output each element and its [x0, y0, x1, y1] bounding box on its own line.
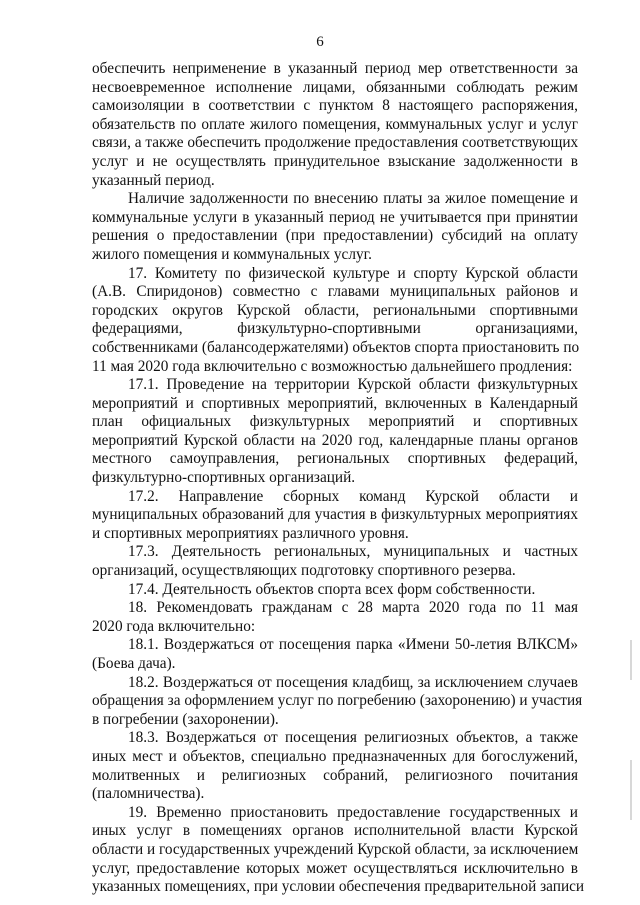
text-line: молитвенных и религиозных собраний, религиозного почитания: [92, 766, 578, 784]
paragraph: [92, 673, 583, 730]
text-line: решения о предоставлении (при предоставлении) субсидий на оплату: [92, 227, 578, 245]
text-line: услуг, предоставление которых может осуществляться исключительно в: [92, 859, 578, 877]
paragraph: [92, 376, 578, 488]
text-line: 17.3. Деятельность региональных, муниципальных и частных: [128, 543, 578, 561]
scan-artifact: [630, 760, 632, 820]
text-line: жилого помещения и коммунальных услуг.: [92, 245, 372, 263]
text-line: Наличие задолженности по внесению платы за жилое помещение и: [128, 190, 578, 208]
paragraph: [92, 543, 578, 580]
text-line: 17. Комитету по физической культуре и спорту Курской области: [128, 264, 578, 282]
paragraph: [92, 60, 578, 190]
text-line: 18.2. Воздержаться от посещения кладбищ, за исключением случаев: [128, 673, 578, 691]
paragraph: [92, 190, 578, 264]
text-line: план официальных физкультурных мероприятий и спортивных: [92, 413, 578, 431]
text-line: коммунальные услуги в указанный период не учитывается при принятии: [92, 208, 578, 226]
text-line: мероприятий и спортивных мероприятий, включенных в Календарный: [92, 394, 578, 412]
text-line: 11 мая 2020 года включительно с возможностью дальнейшего продления:: [92, 357, 573, 375]
text-line: собственниками (балансодержателями) объектов спорта приостановить по: [92, 338, 580, 356]
paragraph: [92, 636, 578, 673]
page-number: 6: [316, 34, 324, 50]
text-line: обеспечить неприменение в указанный период мер ответственности за: [92, 60, 578, 77]
text-line: 18.3. Воздержаться от посещения религиозных объектов, а также: [128, 729, 578, 747]
text-line: несвоевременное исполнение лицами, обязанными соблюдать режим: [92, 78, 578, 96]
text-line: муниципальных образований для участия в физкультурных мероприятиях: [92, 506, 578, 524]
text-line: обращения за оформлением услуг по погребению (захоронению) и участия: [92, 692, 583, 710]
text-line: самоизоляции в соответствии с пунктом 8 настоящего распоряжения,: [92, 97, 578, 115]
paragraph: [92, 599, 578, 636]
text-line: 18. Рекомендовать гражданам с 28 марта 2020 года по 11 мая: [128, 599, 578, 617]
text-line: мероприятий Курской области на 2020 год, календарные планы органов: [92, 431, 578, 449]
text-line: городских округов Курской области, региональными спортивными: [92, 301, 578, 319]
text-line: организаций, осуществляющих подготовку спортивного резерва.: [92, 562, 516, 580]
text-line: местного самоуправления, региональных спортивных федераций,: [92, 450, 578, 468]
text-line: области и государственных учреждений Курской области, за исключением: [92, 840, 579, 858]
text-line: 2020 года включительно:: [92, 617, 256, 635]
paragraph: [92, 265, 578, 377]
text-line: федерациями, физкультурно-спортивными организациями,: [92, 320, 578, 338]
text-line: и спортивных мероприятиях различного уровня.: [92, 524, 409, 542]
paragraph: [92, 581, 578, 600]
document-body: [92, 60, 585, 897]
text-line: (А.В. Спиридонов) совместно с главами муниципальных районов и: [92, 283, 578, 301]
text-line: обязательств по оплате жилого помещения, коммунальных услуг и услуг: [92, 115, 578, 133]
text-line: (Боева дача).: [92, 655, 176, 672]
scan-artifact: [630, 640, 632, 680]
paragraph: [92, 729, 578, 803]
paragraph: [92, 488, 578, 544]
text-line: иных услуг в помещениях органов исполнительной власти Курской: [92, 822, 578, 840]
text-line: указанный период.: [92, 171, 215, 189]
text-line: связи, а также обеспечить продолжение предоставления соответствующих: [92, 134, 579, 152]
text-line: иных мест и объектов, специально предназначенных для богослужений,: [92, 747, 578, 765]
paragraph: [92, 803, 585, 897]
text-line: (паломничества).: [92, 785, 205, 803]
text-line: 19. Временно приостановить предоставление государственных и: [128, 803, 578, 821]
text-line: 17.4. Деятельность объектов спорта всех форм собственности.: [128, 580, 536, 598]
text-line: услуг и не осуществлять принудительное взыскание задолженности в: [92, 152, 578, 170]
text-line: физкультурно-спортивных организаций.: [92, 469, 356, 487]
text-line: 17.2. Направление сборных команд Курской области и: [128, 487, 578, 505]
text-line: указанных помещениях, при условии обеспечения предварительной записи: [92, 878, 585, 896]
text-line: 17.1. Проведение на территории Курской области физкультурных: [128, 376, 578, 394]
text-line: в погребении (захоронении).: [92, 710, 279, 728]
text-line: 18.1. Воздержаться от посещения парка «Имени 50-летия ВЛКСМ»: [128, 636, 578, 654]
